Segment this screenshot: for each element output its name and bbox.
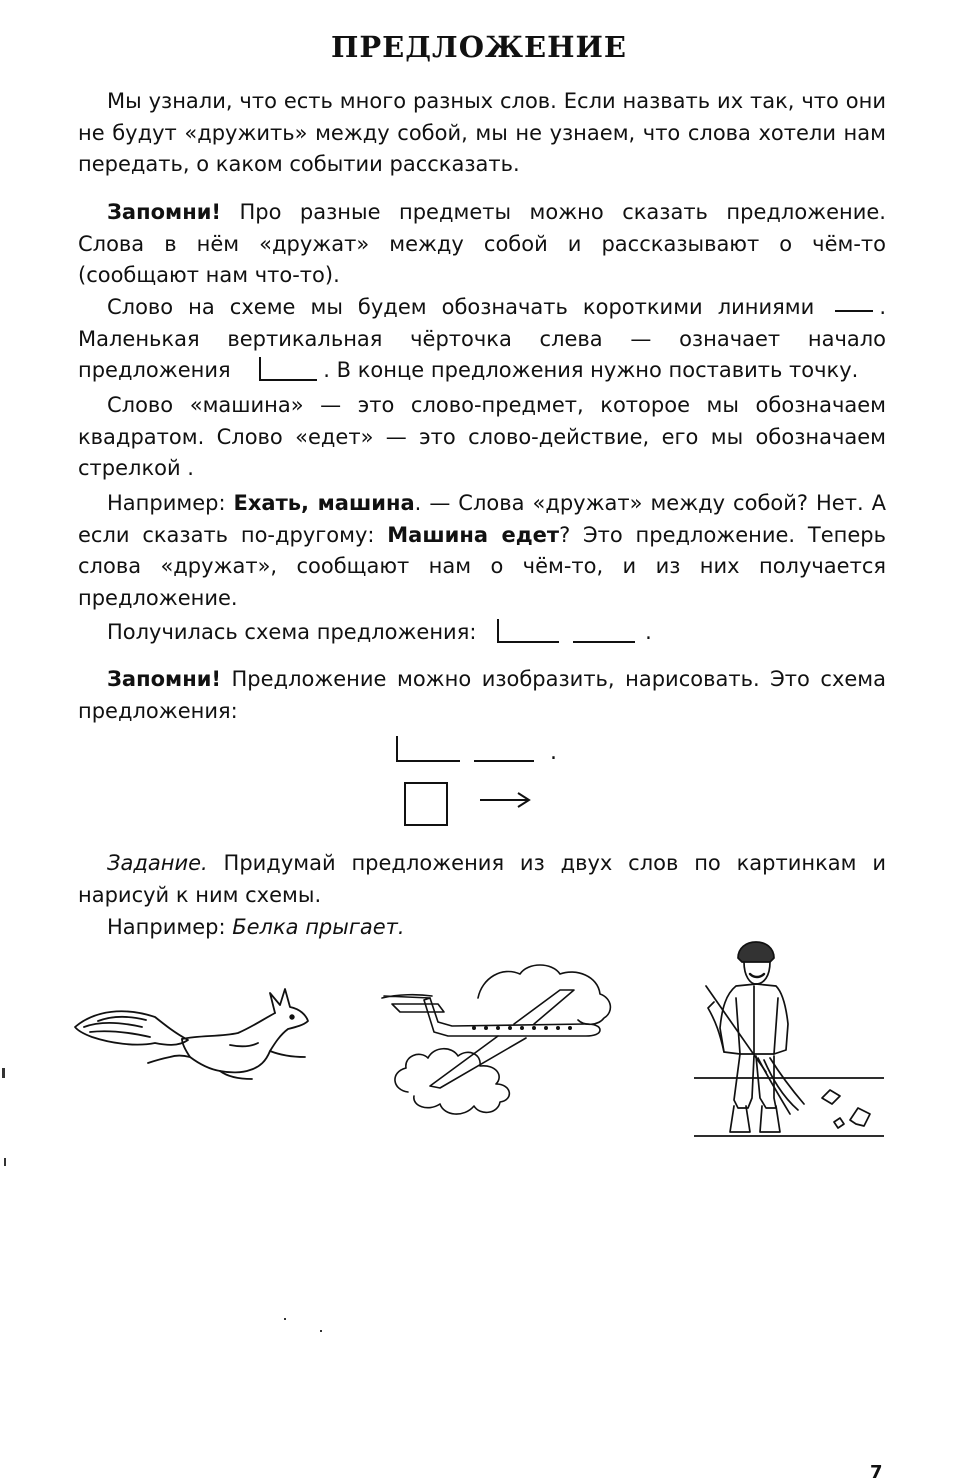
example-bold-2: Машина едет: [387, 522, 560, 547]
word-line-symbol: [835, 310, 873, 312]
line-text-1: Слово на схеме мы будем обозначать короткими линиями: [107, 295, 830, 319]
example-paragraph: [78, 488, 886, 614]
remember-label: Запомни!: [107, 200, 221, 224]
arrow-symbol: [478, 790, 534, 810]
example-text-3: ? Это предложение. Теперь слова «дружат», сообщают нам о чём-то, и из них получается предложение.: [78, 522, 886, 610]
schema-word-line: [474, 760, 534, 762]
task-label: Задание.: [107, 851, 208, 875]
remember-paragraph-1: [78, 197, 886, 292]
sentence-start-symbol: [259, 357, 317, 381]
example-bold-1: Ехать, машина: [233, 491, 415, 515]
schema-dot: .: [550, 740, 557, 765]
line-text-2: Маленькая вертикальная чёрточка слева — означает начало предложения: [78, 326, 886, 382]
example-text-1: Например:: [107, 491, 234, 515]
scan-speck: [284, 1318, 286, 1320]
scan-speck: [4, 1158, 6, 1166]
intro-paragraph: Мы узнали, что есть много разных слов. Если назвать их так, что они не будут «дружить» между собой, мы не узнаем, что слова хотели нам передать, о каком событии рассказать.: [78, 89, 886, 176]
task-text: Придумай предложения из двух слов по картинкам и нарисуй к ним схемы.: [78, 851, 886, 907]
result-schema-line: [573, 641, 635, 643]
airplane-illustration: [378, 960, 618, 1135]
result-text: Получилась схема предложения:: [107, 620, 484, 644]
example-text-2: . — Слова «дружат» между собой? Нет. А если сказать по-другому:: [78, 491, 886, 547]
scan-speck: [2, 1068, 5, 1078]
result-paragraph: [78, 617, 886, 649]
street-sweeper-illustration: [694, 938, 884, 1143]
scan-speck: [320, 1330, 322, 1332]
line-notation-paragraph: [78, 292, 886, 387]
result-end: .: [645, 620, 652, 644]
square-symbol: [404, 782, 448, 826]
line-text-3: . В конце предложения нужно поставить точку.: [323, 358, 859, 382]
squirrel-illustration: [70, 985, 325, 1085]
task-example-sentence: Белка прыгает.: [232, 915, 405, 939]
square-arrow-paragraph: Слово «машина» — это слово-предмет, которое мы обозначаем квадратом. Слово «едет» — это слово-действие, его мы обозначаем стрелкой .: [78, 393, 886, 480]
remember-paragraph-2: [78, 664, 886, 727]
remember-text-2: Предложение можно изобразить, нарисовать. Это схема предложения:: [78, 667, 886, 723]
remember-label-2: Запомни!: [107, 667, 221, 691]
line-text-1-end: .: [879, 295, 886, 319]
page-number: 7: [870, 1462, 883, 1483]
task-paragraph: [78, 848, 886, 911]
remember-text: Про разные предметы можно сказать предложение. Слова в нём «дружат» между собой и рассказывают о чём-то (сообщают нам что-то).: [78, 200, 886, 287]
page-title: ПРЕДЛОЖЕНИЕ: [330, 30, 628, 64]
result-schema-start: [497, 619, 559, 643]
task-example-label: Например:: [107, 915, 233, 939]
schema-start-line: [396, 736, 460, 762]
